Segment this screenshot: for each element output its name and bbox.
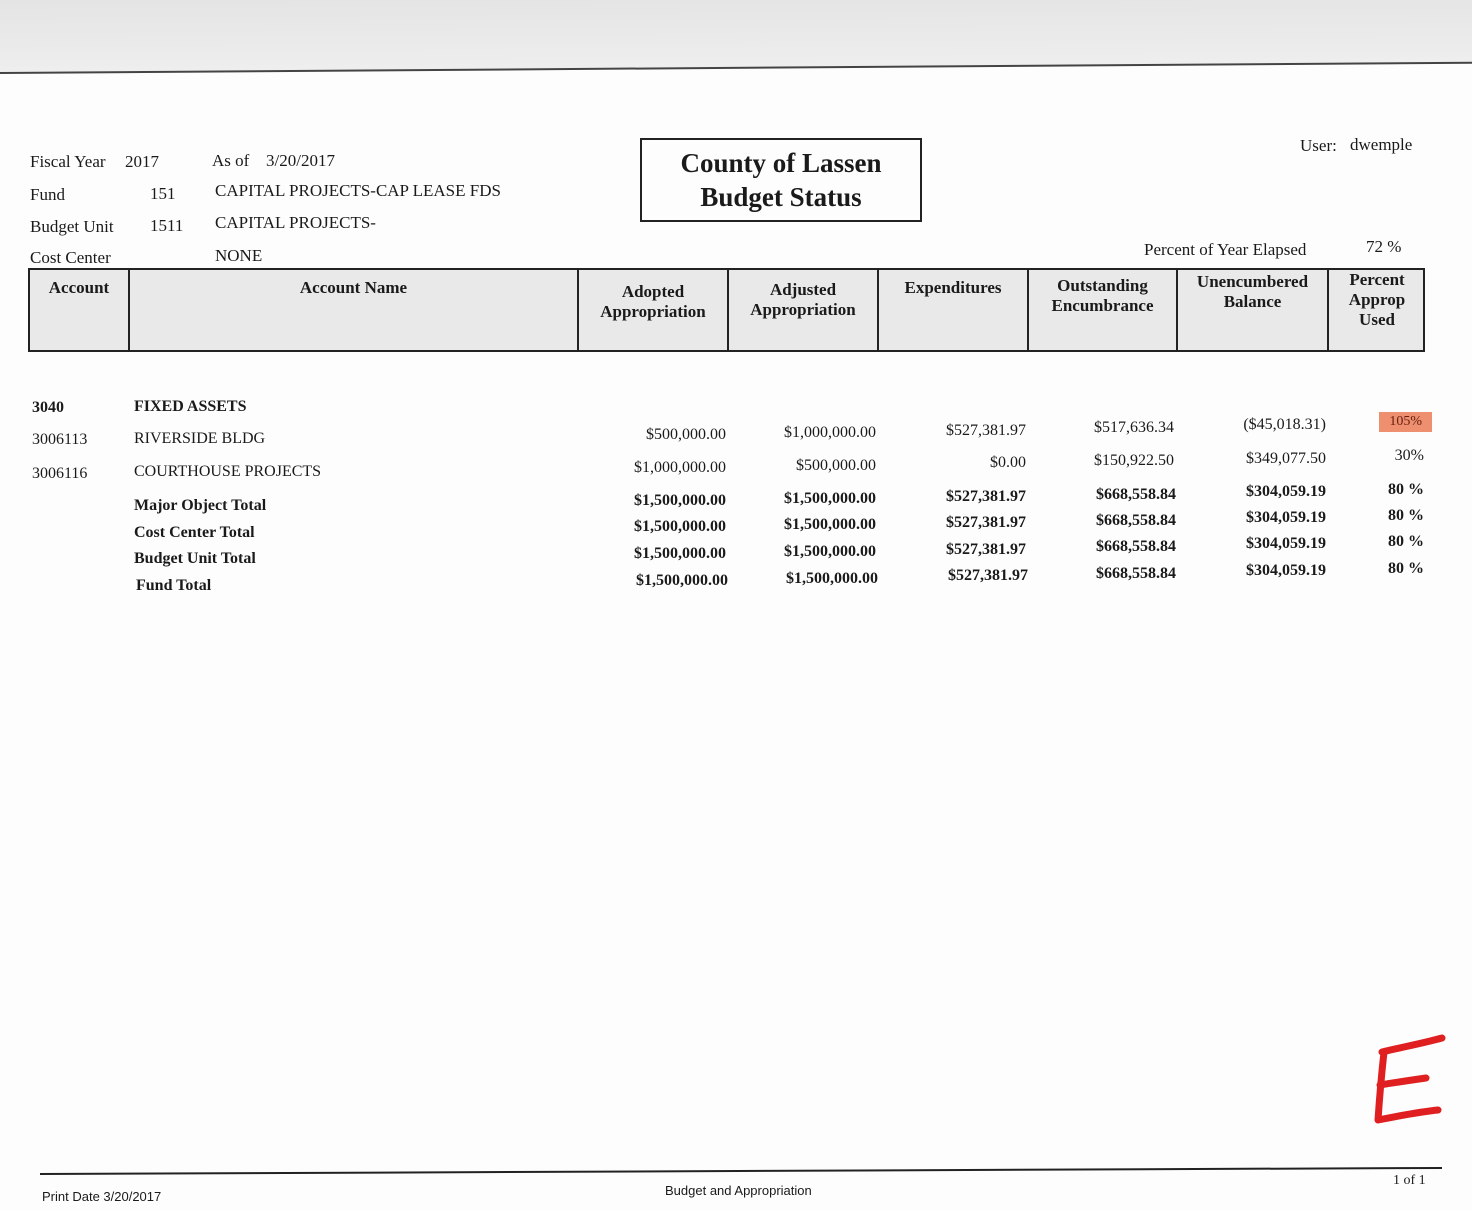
- title-county: County of Lassen: [680, 148, 882, 178]
- col-unencumbered: Unencumbered Balance: [1178, 270, 1329, 350]
- title-report: Budget Status: [700, 182, 862, 212]
- total-adopted: $1,500,000.00: [634, 492, 726, 509]
- footer-title: Budget and Appropriation: [665, 1183, 812, 1198]
- total-expenditures: $527,381.97: [946, 541, 1026, 558]
- col-percent: Percent Approp Used: [1348, 270, 1406, 329]
- col-account-name: Account Name: [130, 270, 579, 350]
- user-name: dwemple: [1350, 135, 1413, 154]
- row-encumbrance: $517,636.34: [1094, 419, 1174, 436]
- total-adjusted: $1,500,000.00: [784, 516, 876, 533]
- user-label: User:: [1300, 136, 1337, 155]
- as-of-date: 3/20/2017: [266, 151, 335, 170]
- row-account: 3006113: [32, 431, 88, 448]
- group-name: FIXED ASSETS: [134, 398, 247, 415]
- row-name: COURTHOUSE PROJECTS: [134, 463, 322, 480]
- group-account: 3040: [32, 399, 64, 416]
- row-encumbrance: $150,922.50: [1094, 452, 1174, 469]
- total-expenditures: $527,381.97: [948, 567, 1028, 584]
- total-encumbrance: $668,558.84: [1096, 486, 1176, 503]
- total-percent: 80 %: [1388, 507, 1424, 524]
- row-adjusted: $500,000.00: [796, 457, 876, 474]
- total-balance: $304,059.19: [1246, 535, 1326, 552]
- total-percent: 80 %: [1388, 560, 1424, 577]
- total-adjusted: $1,500,000.00: [786, 570, 878, 587]
- footer-divider: [40, 1167, 1442, 1175]
- row-expenditures: $527,381.97: [946, 422, 1026, 439]
- total-encumbrance: $668,558.84: [1096, 565, 1176, 582]
- row-percent: 30%: [1394, 447, 1424, 464]
- fund-code: 151: [150, 184, 176, 203]
- total-name: Budget Unit Total: [134, 550, 256, 567]
- table-header: [28, 268, 1425, 352]
- row-balance: ($45,018.31): [1243, 416, 1326, 433]
- budget-unit-code: 1511: [150, 216, 184, 235]
- report-title: [640, 138, 922, 222]
- cost-center-name: NONE: [215, 246, 263, 265]
- total-expenditures: $527,381.97: [946, 488, 1026, 505]
- row-name: RIVERSIDE BLDG: [134, 430, 266, 447]
- total-adopted: $1,500,000.00: [634, 518, 726, 535]
- percent-elapsed: 72 %: [1366, 237, 1402, 256]
- total-percent: 80 %: [1388, 481, 1424, 498]
- total-encumbrance: $668,558.84: [1096, 512, 1176, 529]
- total-name: Major Object Total: [134, 497, 267, 514]
- total-balance: $304,059.19: [1246, 562, 1326, 579]
- row-balance: $349,077.50: [1246, 450, 1326, 467]
- handwritten-e-mark: [1370, 1030, 1450, 1130]
- row-adopted: $500,000.00: [646, 426, 726, 443]
- col-expenditures: Expenditures: [879, 270, 1029, 350]
- total-expenditures: $527,381.97: [946, 514, 1026, 531]
- row-adjusted: $1,000,000.00: [784, 424, 876, 441]
- total-balance: $304,059.19: [1246, 509, 1326, 526]
- cost-center-label: Cost Center: [30, 248, 111, 267]
- col-account: Account: [30, 270, 130, 350]
- total-adjusted: $1,500,000.00: [784, 490, 876, 507]
- budget-unit-name: CAPITAL PROJECTS-: [215, 213, 376, 232]
- total-adjusted: $1,500,000.00: [784, 543, 876, 560]
- fiscal-year: 2017: [125, 152, 159, 171]
- row-percent-highlighted: 105%: [1379, 412, 1432, 432]
- total-name: Fund Total: [136, 577, 212, 594]
- total-adopted: $1,500,000.00: [636, 572, 728, 589]
- col-adjusted: Adjusted Appropriation: [729, 270, 879, 350]
- percent-elapsed-label: Percent of Year Elapsed: [1144, 240, 1307, 259]
- total-adopted: $1,500,000.00: [634, 545, 726, 562]
- as-of-label: As of: [212, 151, 250, 170]
- total-name: Cost Center Total: [134, 524, 255, 541]
- budget-unit-label: Budget Unit: [30, 217, 114, 236]
- row-account: 3006116: [32, 465, 88, 482]
- fiscal-year-label: Fiscal Year: [30, 152, 106, 171]
- row-expenditures: $0.00: [990, 454, 1026, 471]
- col-encumbrance: Outstanding Encumbrance: [1029, 270, 1178, 350]
- row-adopted: $1,000,000.00: [634, 459, 726, 476]
- fund-label: Fund: [30, 185, 65, 204]
- total-encumbrance: $668,558.84: [1096, 538, 1176, 555]
- scan-edge: [0, 0, 1472, 74]
- print-date: Print Date 3/20/2017: [42, 1189, 162, 1204]
- total-percent: 80 %: [1388, 533, 1424, 550]
- col-adopted: Adopted Appropriation: [579, 270, 729, 350]
- page-number: 1 of 1: [1393, 1173, 1426, 1188]
- fund-name: CAPITAL PROJECTS-CAP LEASE FDS: [215, 181, 501, 200]
- total-balance: $304,059.19: [1246, 483, 1326, 500]
